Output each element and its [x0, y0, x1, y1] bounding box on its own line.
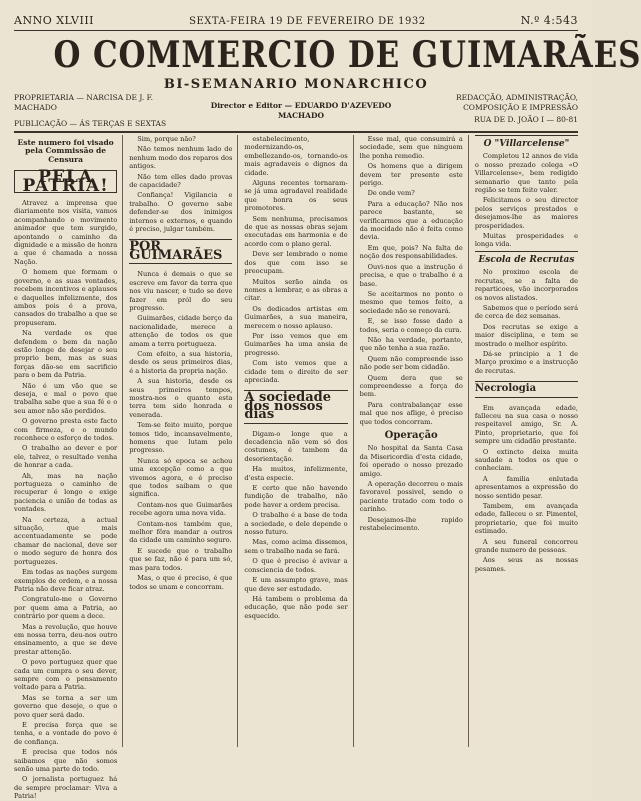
owner-line: PROPRIETARIA — NARCISA DE J. F. MACHADO	[14, 93, 154, 112]
paragraph: Na certeza, a actual situação, que mais accentuadamente se pode chamar de nacional, deve ser o modo seguro de honra dos portuguezes.	[14, 515, 118, 566]
paragraph: De onde vem?	[367, 189, 415, 198]
paragraph: Muitos serão ainda os nomes a lembrar, e as obras a citar.	[244, 277, 348, 303]
section-title-villarcelense: O "Villarcelense"	[475, 135, 578, 148]
paragraph: Alguns recentes tornaram-se já uma agradavel realidade que honra os seus promotores.	[244, 179, 348, 213]
paragraph: Em que, pois? Na falta de noção dos responsabilidades.	[359, 243, 463, 261]
paragraph: O jornalista portuguez há de sempre proclamar: Viva a Patria!	[14, 775, 118, 801]
paragraph: E um assumpto grave, mas que deve ser estudado.	[244, 576, 348, 593]
paragraph: estabelecimento, modernizando-os, embellezando-os, tornando-os mais agradaveis e dignos da cidade.	[244, 135, 348, 177]
paragraph: Não é um vão que se deseja, e mal o povo que trabalha sabe que a sua fé e o seu amor não são perdidos.	[14, 381, 118, 415]
paragraph: Atravez a imprensa que diariamente nos visita, vamos acompanhando o movimento animador que tem surgido, apontando o caminho da dignidade e a missão de honra a que é chamada a nossa Nação.	[14, 199, 118, 266]
article-columns	[14, 135, 579, 801]
paragraph: O povo portuguez quer que cada um cumpra o seu dever, sempre com o pensamento voltado para a Patria.	[14, 658, 118, 692]
paragraph: Aos seus as nossas pesames.	[474, 556, 579, 573]
paragraph: Nunca é demais o que se escreve em favor da terra que nos viu nascer, e tudo se deve fazer em pról do seu progresso.	[129, 270, 233, 312]
paragraph: Tem-se feito muito, porque temos tido, incansavelmente, homens que lutam pelo progresso.	[129, 421, 233, 455]
column-1	[14, 135, 123, 801]
paragraph: Felicitamos o seu director pelos serviços prestados e desejamos-lhe as maiores prosperidades.	[474, 196, 579, 230]
article-body	[475, 404, 578, 574]
paragraph: Não ha verdade, portanto, que não tenha a sua razão.	[359, 335, 463, 353]
article-body	[129, 270, 232, 591]
paragraph: E sucede que o trabalho que se faz, não é para um só, mas para todos.	[129, 546, 233, 572]
paragraph: Por isso vemos que em Guimarães ha uma ansia de progresso.	[244, 331, 348, 357]
paragraph: O que é preciso é avivar a consciencia de todos.	[244, 557, 348, 574]
paragraph: Contam-nos também que, melhor fôra mandar a outros da cidade um caminho seguro.	[129, 519, 233, 545]
paragraph: E certo que não havendo fundição de trabalho, não pode haver a ordem precisa.	[244, 484, 348, 509]
issue-number: N.º 4:543	[520, 14, 578, 27]
article-body	[360, 444, 463, 532]
column-5	[475, 135, 578, 747]
paragraph: Esse mal, que consumirá a sociedade, sem que ninguem lhe ponha remedio.	[359, 135, 463, 160]
paragraph: A familia enlutada apresentamos a expressão do nosso sentido pesar.	[474, 474, 579, 500]
section-title-sociedade: A sociedade dos nossos dias	[244, 390, 347, 423]
paragraph: Quem não compreende isso não pode ser bom cidadão.	[359, 354, 463, 372]
censorship-notice: Este numero foi visado pela Commissão de Censura	[17, 138, 114, 164]
article-body	[244, 135, 347, 384]
paragraph: Não temos nenhum lado de nenhum modo dos reparos dos antigos.	[129, 145, 233, 171]
year-label: ANNO XLVIII	[14, 14, 95, 27]
paragraph: O trabalho ao dever e por ele, talvez, o resultado venha de honrar a cada.	[14, 444, 118, 470]
paragraph: Mas, o que é preciso, é que todos se unam e concorram.	[129, 574, 233, 591]
paragraph: Completou 12 annos de vida o nosso prezado colega «O Villarcelense», bem redigido semanario que tanto pela região se tem feito valer.	[474, 152, 579, 195]
paragraph: Sem nenhuma, precisamos de que as nossas obras sejam executadas em harmonia e de acordo com o plano geral.	[244, 214, 348, 248]
paragraph: E precisa força que se tenha, e a vontade do povo é de confiança.	[14, 721, 118, 746]
paragraph: E precisa que todos nós saibamos que não somos senão uma parte do todo.	[14, 748, 118, 774]
masthead-subtitle: BI-SEMANARIO MONARCHICO	[163, 77, 429, 92]
paragraph: Contam-nos que Guimarães recebe agora uma nova vida.	[129, 500, 233, 518]
paragraph: Deve ser lembrado o nome dos que com isso se preocupam.	[244, 250, 348, 276]
paragraph: O trabalho é a base de toda a sociedade, e dele depende o nosso futuro.	[244, 511, 348, 537]
paragraph: Muitas prosperidades e longa vida.	[474, 232, 579, 249]
paragraph: Tambem, em avançada edade, falleceu o sr. Pimentel, proprietario, que foi muito estimado.	[474, 502, 579, 536]
article-body	[14, 199, 117, 801]
paragraph: Sabemos que o período será de cerca de dez semanas.	[474, 303, 579, 321]
paragraph: Mas a revolução, que houve em nossa terra, deu-nos outro ensinamento, a que se deve prestar attenção.	[14, 622, 118, 656]
paragraph: Com efeito, a sua historia, desde os seus primeiros dias, é a historia da propria nação.	[129, 349, 233, 375]
paragraph: Com isto vemos que a cidade tem o direito de ser apreciada.	[244, 359, 348, 384]
issue-info-bar	[14, 14, 578, 28]
paragraph: Se aceitarmos no ponto o mesmo que temos feito, a sociedade não se renovará.	[359, 289, 463, 315]
article-body	[244, 430, 347, 621]
headline-pela-patria: PELA PATRIA!	[14, 170, 117, 193]
paragraph: Ouvi-nos que a instrução é precisa, e que o trabalho é a base.	[359, 262, 463, 288]
paragraph: Dos recrutas se exige a maior disciplina, e tem se mostrado o melhor espírito.	[474, 322, 579, 348]
paragraph: Mas se torna a ser um governo que deseje, o que o povo quer será dado.	[14, 693, 118, 719]
section-title-operacao: Operação	[384, 430, 438, 441]
paragraph: Há tambem o problema da educação, que não pode ser esquecido.	[244, 594, 348, 620]
section-title-necrologia: Necrologia	[475, 381, 578, 397]
paragraph: Os homens que a dirigem devem ter presente este perigo.	[359, 162, 463, 188]
paragraph: Desejamos-lhe rapido restabelecimento.	[359, 515, 463, 533]
paragraph: Os dedicados artistas em Guimarães, a sua maneira, merecem o nosso aplauso.	[244, 304, 348, 330]
section-title-por-guimaraes: POR GUIMARÃES	[129, 239, 232, 264]
article-body	[360, 135, 463, 426]
publisher-info	[14, 93, 578, 129]
redaction-line: REDACÇÃO, ADMINISTRAÇÃO, COMPOSIÇÃO E IMPRESSÃO	[456, 93, 578, 112]
publication-line: PUBLICAÇÃO — ÁS TERÇAS E SEXTAS	[14, 119, 167, 128]
masthead-title: O COMMERCIO DE GUIMARÃES	[53, 34, 641, 76]
paragraph: Ah, mas na nação portugueza o caminho de recuperar é longo e exige paciencia e união de todas as vontades.	[14, 471, 118, 514]
paragraph: No hospital da Santa Casa da Misericordia d'esta cidade, foi operado o nosso prezado amigo.	[359, 444, 463, 478]
paragraph: A seu funeral concorreu grande numero de pessoas.	[474, 537, 579, 555]
paragraph: Em todas as nações surgem exemplos de ordem, e a nossa Patria não deve ficar atraz.	[14, 568, 118, 593]
column-2	[129, 135, 238, 747]
paragraph: Nunca só epoca se achou uma excepção como a que vivemos agora, e é preciso que todos saibam o que significa.	[129, 456, 233, 499]
paragraph: No proximo escola de recrutas, se a falta de reparticoes, vão incorporados os novos alistados.	[474, 268, 579, 302]
paragraph: Guimarães, cidade berço da nacionalidade, merece a attenção de todos os que amam a terra portugueza.	[129, 314, 233, 348]
article-body	[475, 268, 578, 375]
paragraph: E, se isso fosse dado a todos, seria o começo da cura.	[359, 317, 463, 334]
article-body	[129, 135, 232, 233]
paragraph: Para a educação? Não nos parece bastante, se verificarmos que a educação da mocidade não é feita como devia.	[359, 199, 463, 242]
column-4	[360, 135, 469, 747]
paragraph: A operação decorreu o mais favoravel possivel, sendo o paciente tratado com todo o carinho.	[359, 480, 463, 514]
director-line: Director e Editor — EDUARDO D'AZEVEDO MACHADO	[210, 101, 392, 120]
divider	[14, 30, 578, 31]
paragraph: O extincto deixa muita saudade a todos os que o conheciam.	[474, 447, 579, 473]
divider	[14, 131, 578, 133]
article-body	[475, 152, 578, 248]
paragraph: Na verdade os que defendem o bem da nação estão longe de desejar o seu proprio bem, mas as suas forças dão-se em sacrificio para o bem da Patria.	[14, 329, 118, 380]
section-title-escola-recrutas: Escola de Recrutas	[475, 251, 578, 264]
paragraph: Dá-se principio a 1 de Março proximo e a instrucção de recrutas.	[474, 349, 579, 375]
paragraph: Sim, porque não?	[137, 135, 196, 143]
column-3	[244, 135, 353, 747]
paragraph: Ha muitos, infelizmente, d'esta especie.	[244, 465, 348, 482]
paragraph: Congratulo-me o Governo por quem ama a Patria, ao contrário por quem a dece.	[14, 595, 118, 621]
paragraph: Mas, como acima dissemos, sem o trabalho nada se fará.	[244, 538, 348, 555]
paragraph: O governo presta este facto com firmeza, e o mundo reconhece o esforço de todos.	[14, 417, 118, 442]
paragraph: Não tem elles dado provas de capacidade?	[129, 172, 233, 190]
paragraph: Para contrabalançar esse mal que nos aflige, é preciso que todos concorram.	[359, 400, 463, 426]
paragraph: O homem que formam o governo, e as suas vontades, recebem incentivos e aplausos e daquelles infelizmente, dos ambos pois é a prova, cansados do trabalho a que se propuseram.	[14, 268, 118, 327]
paragraph: Confiança! Vigilancia e trabalho. O governo sabe defender-se dos inimigos internos e externos, e quando é preciso, julgar também.	[129, 191, 233, 234]
address-line: RUA DE D. JOÃO I — 80-81	[474, 115, 578, 124]
issue-date: SEXTA-FEIRA 19 DE FEVEREIRO DE 1932	[189, 16, 426, 27]
paragraph: Digam-o longe que a decadencia não vem só dos costumes, é tambem da desorientação.	[244, 429, 348, 463]
paragraph: Quem dera que se compreendesse a força do bem.	[359, 373, 463, 399]
paragraph: Em avançada edade, falleceu na sua casa o nosso respeitavel amigo, Sr. A. Pinto, proprietario, que foi sempre um cidadão prestante.	[474, 403, 579, 446]
paragraph: A sua historia, desde os seus primeiros tempos, mostra-nos o quanto esta terra tem sido honrada e venerada.	[129, 377, 233, 419]
